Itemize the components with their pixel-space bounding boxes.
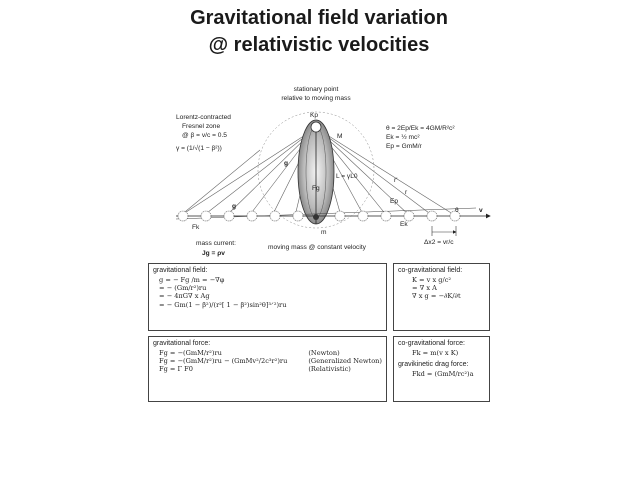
lorentz-label-3: @ β = v/c = 0.5 — [182, 132, 227, 139]
g-label-upper: g — [284, 160, 289, 167]
mass-m-label: m — [321, 229, 327, 236]
ep-equation: Ep = GmM/r — [386, 143, 422, 150]
cograv-field-box — [393, 263, 490, 331]
lorentz-label-2: Fresnel zone — [182, 123, 221, 130]
delta-x-label: Δx2 = vr/c — [424, 239, 454, 246]
grav-force-line-2: Fg = −(GmM/r²)ru − (GmMv²/2c³r²)ru — [159, 357, 288, 366]
g-label-lower: g — [232, 203, 237, 210]
stationary-point — [311, 122, 321, 132]
cograv-field-line-1: K = v x g/c² — [412, 276, 452, 284]
cograv-force-heading: co-gravitational force: — [398, 340, 465, 347]
fk-label: Fk — [192, 224, 200, 231]
title-line-2: @ relativistic velocities — [208, 34, 430, 56]
mass-current-eq: Jg = ρv — [202, 250, 225, 257]
r-prime-label: r' — [394, 177, 398, 184]
title-line-1: Gravitational field variation — [190, 7, 448, 29]
cograv-field-line-2: = ∇ x A — [412, 284, 437, 293]
grav-field-box — [148, 263, 387, 331]
grav-force-note-3: (Relativistic) — [308, 365, 351, 374]
fg-label: Fg — [312, 185, 320, 192]
grav-field-line-4: = − Gm(1 − β²)/(r²[ 1 − β²)sin²θ]³ᐟ²)ru — [159, 300, 287, 309]
kp-label: Kp — [310, 112, 319, 119]
stationary-point-label-2: relative to moving mass — [281, 95, 351, 102]
grav-field-heading: gravitational field: — [153, 267, 208, 274]
grav-force-line-1: Fg = −(GmM/r²)ru — [159, 349, 222, 357]
grav-field-line-2: = − (Gm/r²)ru — [159, 284, 207, 293]
grav-force-note-2: (Generalized Newton) — [308, 357, 382, 366]
cograv-field-heading: co-gravitational field: — [398, 267, 463, 274]
cograv-field-line-3: ∇ x g = −∂K/∂t — [412, 292, 461, 301]
grav-field-line-1: g = − Fg /m = −∇φ — [159, 276, 225, 284]
cograv-force-line-1: Fk = m(v x K) — [412, 349, 459, 357]
L-label: L = γL0 — [336, 173, 358, 180]
stationary-point-label-1: stationary point — [293, 86, 339, 93]
theta-equation: θ = 2Ep/Ek = 4GM/R²c² — [386, 125, 455, 132]
moving-mass-label: moving mass @ constant velocity — [268, 244, 366, 251]
ek-equation: Ek = ½ mc² — [386, 134, 420, 141]
grav-force-note-1: (Newton) — [308, 349, 340, 357]
gravikinetic-line: Fkd = (GmM/rc²)a — [412, 370, 474, 379]
cograv-force-box — [393, 336, 490, 402]
mass-current-label: mass current: — [196, 240, 236, 247]
v-label: v — [479, 207, 483, 214]
grav-force-line-3: Fg = Γ F0 — [159, 365, 193, 374]
r-label: r — [405, 189, 408, 196]
grav-force-box — [148, 336, 387, 402]
mass-M-label: M — [337, 133, 343, 140]
ek-label: Ek — [400, 221, 408, 228]
gamma-equation: γ = (1/√(1 − β²)) — [176, 145, 222, 152]
ep-label: Ep — [390, 198, 399, 205]
grav-field-line-3: = − 4πG∇ x Ag — [159, 292, 210, 301]
lorentz-label-1: Lorentz-contracted — [176, 114, 231, 121]
gravikinetic-heading: gravikinetic drag force: — [398, 361, 469, 369]
grav-force-heading: gravitational force: — [153, 340, 211, 347]
theta-label: θ — [455, 207, 459, 214]
